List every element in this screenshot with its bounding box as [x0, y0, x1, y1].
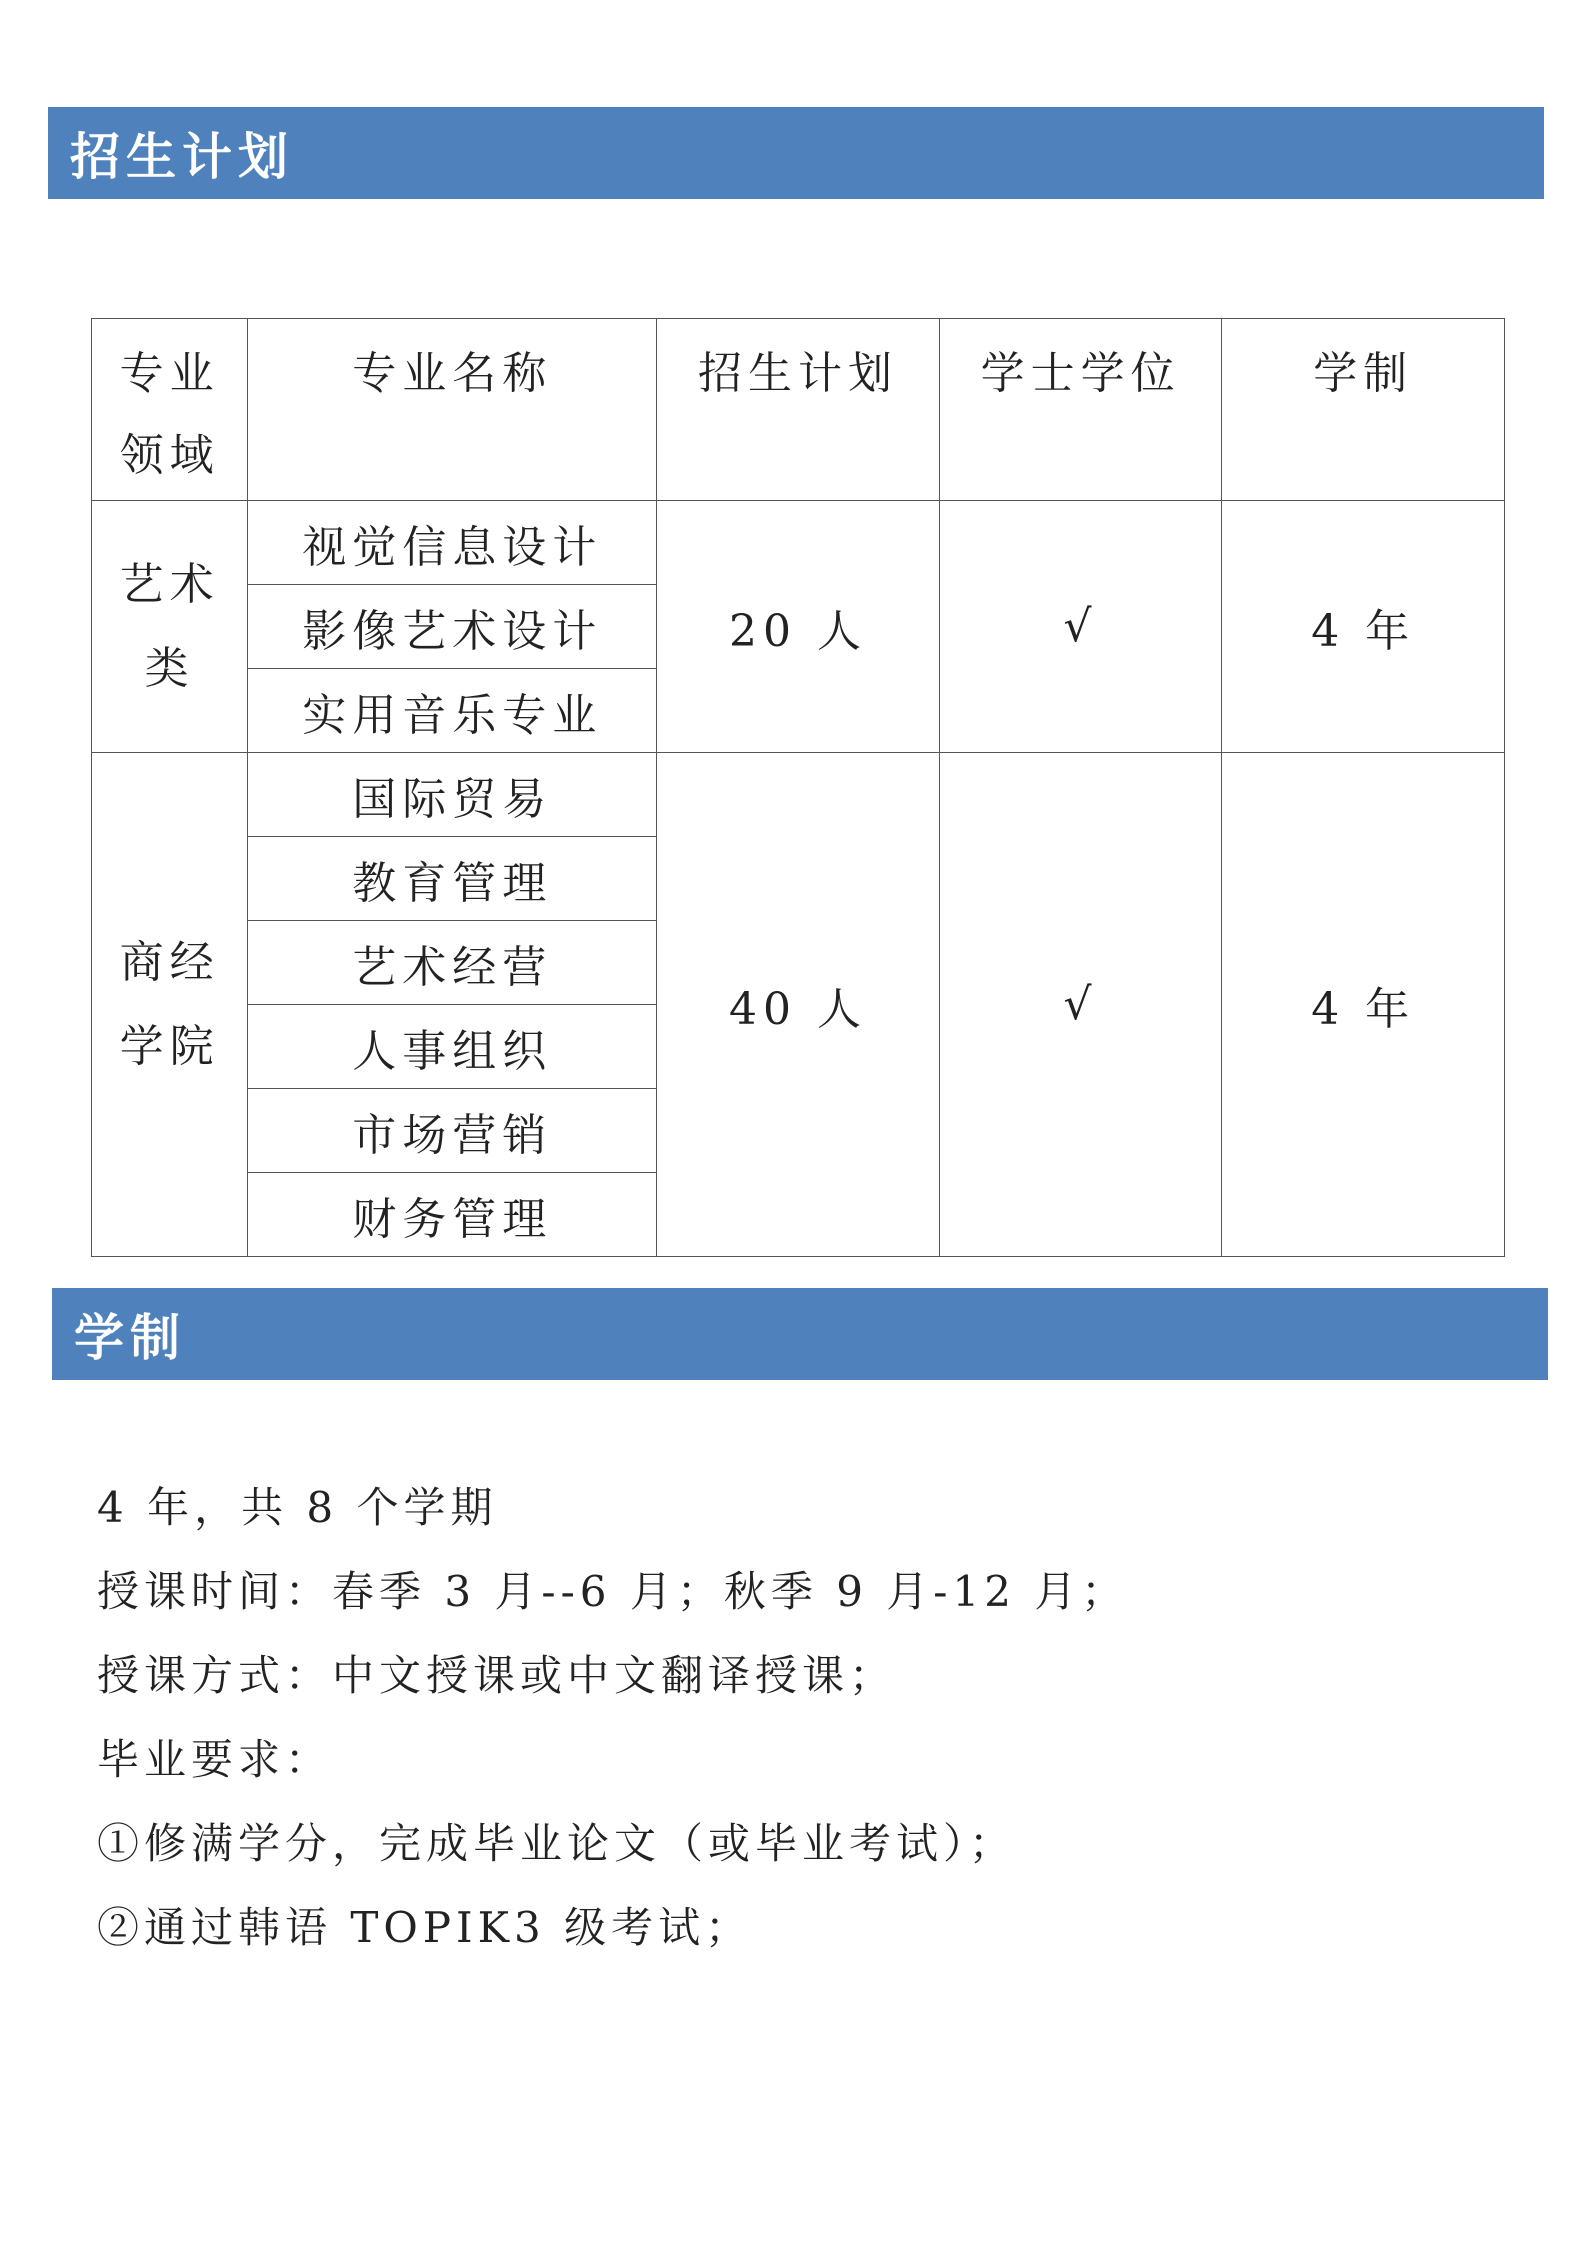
header-plan: 招生计划	[657, 319, 940, 501]
plan-cell-art: 20 人	[657, 501, 940, 753]
section-header-enrollment-plan	[48, 107, 1544, 199]
major-cell: 影像艺术设计	[248, 585, 657, 669]
table-row	[92, 753, 1505, 837]
field-business-line1: 商经	[119, 936, 220, 988]
major-cell: 人事组织	[248, 1005, 657, 1089]
major-cell: 教育管理	[248, 837, 657, 921]
field-cell-art	[92, 501, 248, 753]
major-cell: 市场营销	[248, 1089, 657, 1173]
section-header-duration	[52, 1288, 1548, 1380]
header-field-line2: 领域	[119, 430, 220, 481]
major-cell: 艺术经营	[248, 921, 657, 1005]
info-line-language: 授课方式：中文授课或中文翻译授课；	[97, 1651, 897, 1700]
field-cell-business	[92, 753, 248, 1257]
header-field	[92, 319, 248, 501]
info-line-term: 4 年，共 8 个学期	[97, 1483, 498, 1532]
section-title-enrollment-plan: 招生计划	[70, 128, 294, 186]
duration-info	[97, 1466, 1128, 1970]
plan-cell-business: 40 人	[657, 753, 940, 1257]
field-art-line2: 类	[144, 642, 195, 694]
table-header-row	[92, 319, 1505, 501]
section-title-duration: 学制	[74, 1309, 186, 1367]
degree-check-art: √	[939, 501, 1222, 753]
header-degree: 学士学位	[939, 319, 1222, 501]
degree-check-business: √	[939, 753, 1222, 1257]
table-row	[92, 501, 1505, 585]
info-line-requirement-2: ②通过韩语 TOPIK3 级考试；	[97, 1903, 753, 1952]
major-cell: 财务管理	[248, 1173, 657, 1257]
header-field-line1: 专业	[119, 348, 220, 399]
major-cell: 实用音乐专业	[248, 669, 657, 753]
major-cell: 视觉信息设计	[248, 501, 657, 585]
duration-cell-business: 4 年	[1222, 753, 1505, 1257]
header-major: 专业名称	[248, 319, 657, 501]
info-line-requirement-1: ①修满学分，完成毕业论文（或毕业考试）；	[97, 1819, 1017, 1868]
info-line-schedule: 授课时间：春季 3 月--6 月；秋季 9 月-12 月；	[97, 1567, 1129, 1616]
major-cell: 国际贸易	[248, 753, 657, 837]
field-business-line2: 学院	[119, 1020, 220, 1072]
field-art-line1: 艺术	[119, 558, 220, 610]
enrollment-plan-table	[91, 318, 1505, 1257]
duration-cell-art: 4 年	[1222, 501, 1505, 753]
header-duration: 学制	[1222, 319, 1505, 501]
info-line-graduation: 毕业要求：	[97, 1735, 333, 1784]
